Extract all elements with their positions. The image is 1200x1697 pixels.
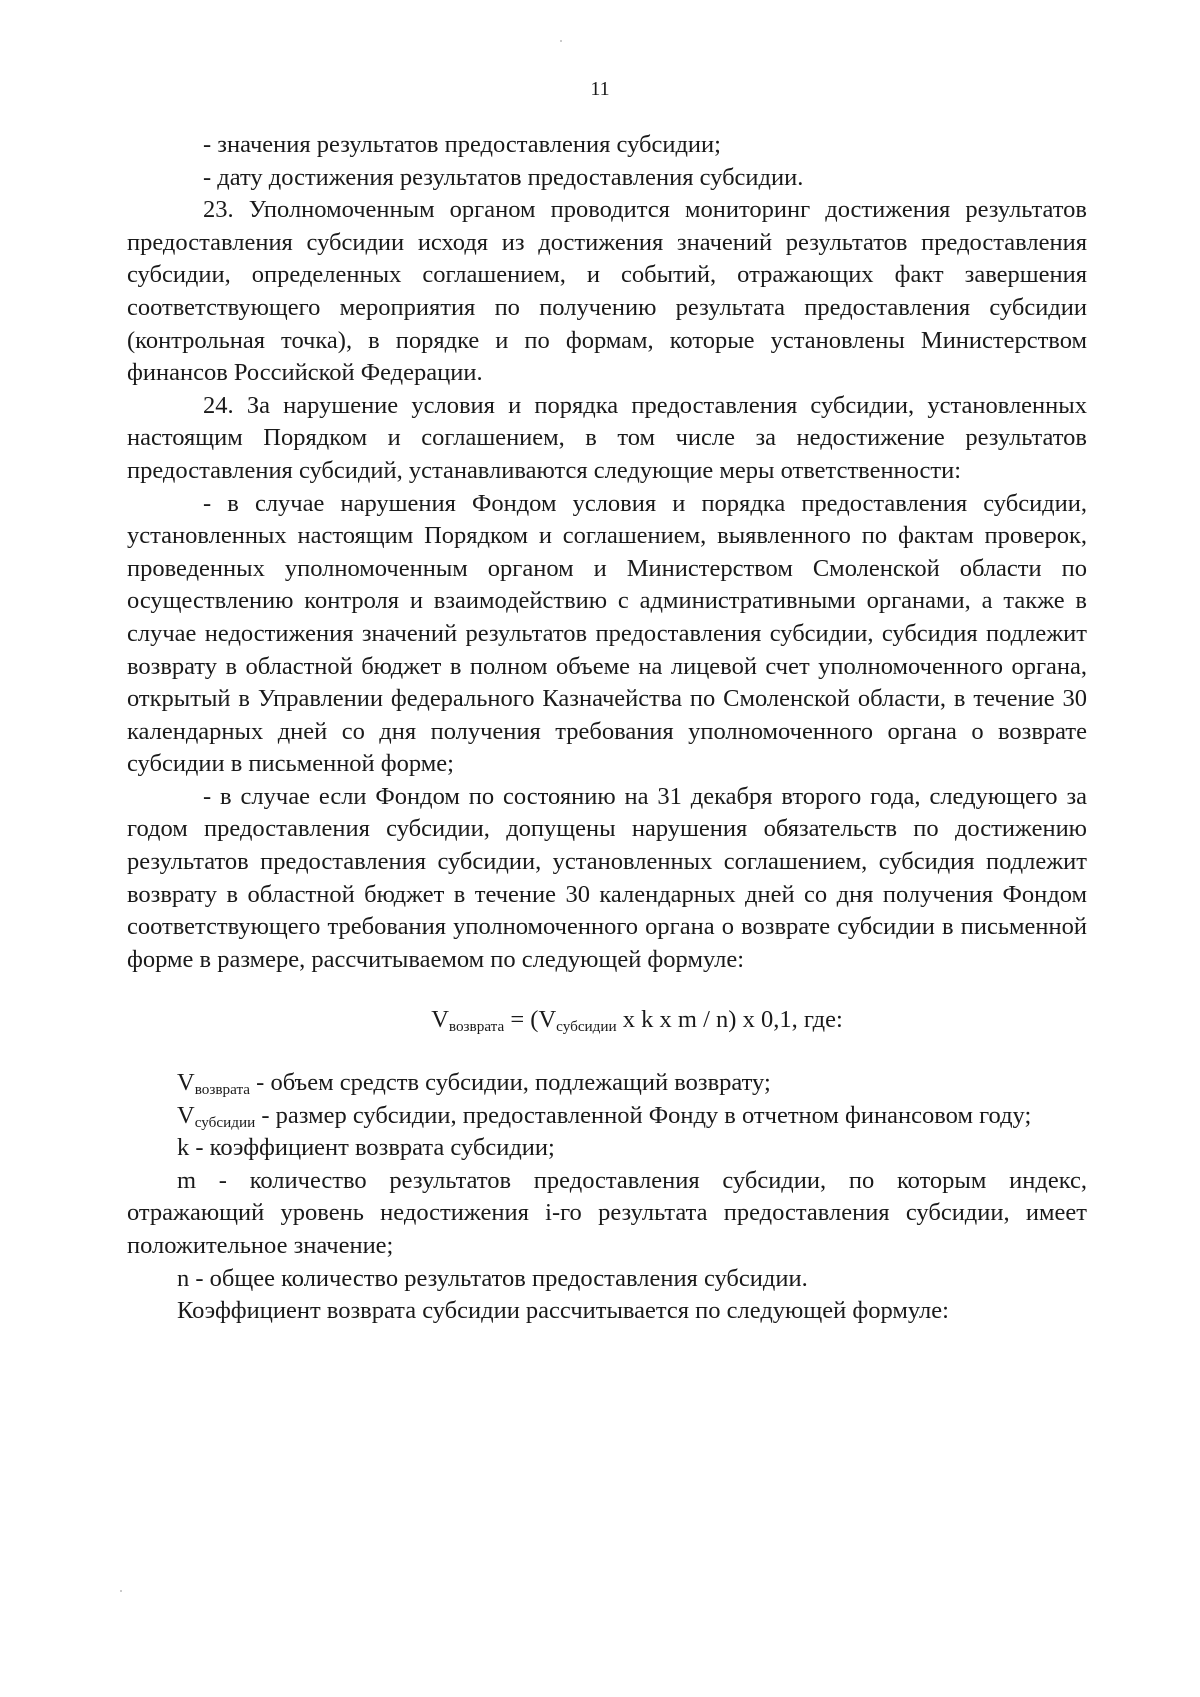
formula-rest: x k x m / n) x 0,1, где: bbox=[616, 1006, 843, 1034]
def-v: V bbox=[177, 1101, 195, 1129]
definition-k: k - коэффициент возврата субсидии; bbox=[177, 1134, 555, 1162]
paragraph-results-values: - значения результатов предоставления субсидии; bbox=[203, 131, 721, 158]
return-formula bbox=[127, 1004, 1087, 1037]
def-text: - объем средств субсидии, подлежащий возврату; bbox=[250, 1069, 771, 1097]
body-text bbox=[127, 129, 1087, 1328]
formula-sub-subsidy: субсидии bbox=[556, 1018, 617, 1036]
definition-v-return bbox=[127, 1067, 1087, 1100]
scan-speck bbox=[120, 1590, 122, 1592]
paragraph-results-date: - дату достижения результатов предоставления субсидии. bbox=[203, 163, 804, 191]
def-v: V bbox=[177, 1069, 195, 1097]
page-number: 11 bbox=[590, 78, 610, 100]
paragraph-violation-case: - в случае нарушения Фондом условия и порядка предоставления субсидии, установленных настоящим Порядком и соглашением, выявленного по фактам проверок, проведенных уполномоченным органом и Министерством Смоленской области по осуществлению контроля и взаимодействию с административными органами, а также в случае недостижения значений результатов предоставления субсидии, субсидия подлежит возврату в областной бюджет в полном объеме на лицевой счет уполномоченного органа, открытый в Управлении федерального Казначейства по Смоленской области, в течение 30 календарных дней со дня получения требования уполномоченного органа о возврате субсидии в письменной форме; bbox=[127, 489, 1087, 778]
definition-m: m - количество результатов предоставления субсидии, по которым индекс, отражающий уровень недостижения i-го результата предоставления субсидии, имеет положительное значение; bbox=[127, 1166, 1087, 1259]
definition-v-subsidy bbox=[127, 1100, 1087, 1133]
scan-speck bbox=[560, 40, 562, 42]
paragraph-coefficient-formula-intro: Коэффициент возврата субсидии рассчитывается по следующей формуле: bbox=[177, 1297, 949, 1325]
formula-v: V bbox=[431, 1006, 449, 1034]
definition-n: n - общее количество результатов предоставления субсидии. bbox=[177, 1264, 808, 1292]
paragraph-24-liability: 24. За нарушение условия и порядка предоставления субсидии, установленных настоящим Порядком и соглашением, в том числе за недостижение результатов предоставления субсидий, устанавливаются следующие меры ответственности: bbox=[127, 391, 1087, 484]
formula-eq: = (V bbox=[504, 1006, 557, 1034]
formula-sub-return: возврата bbox=[448, 1018, 505, 1036]
def-sub: возврата bbox=[194, 1080, 251, 1098]
paragraph-obligations-case: - в случае если Фондом по состоянию на 31 декабря второго года, следующего за годом предоставления субсидии, допущены нарушения обязательств по достижению результатов предоставления субсидии, установленных соглашением, субсидия подлежит возврату в областной бюджет в течение 30 календарных дней со дня получения Фондом соответствующего требования уполномоченного органа о возврате субсидии в письменной форме в размере, рассчитываемом по следующей формуле: bbox=[127, 782, 1087, 973]
def-text: - размер субсидии, предоставленной Фонду в отчетном финансовом году; bbox=[255, 1101, 1032, 1129]
def-sub: субсидии bbox=[194, 1113, 256, 1131]
paragraph-23-monitoring: 23. Уполномоченным органом проводится мониторинг достижения результатов предоставления субсидии исходя из достижения значений результатов предоставления субсидии, определенных соглашением, и событий, отражающих факт завершения соответствующего мероприятия по получению результата предоставления субсидии (контрольная точка), в порядке и по формам, которые установлены Министерством финансов Российской Федерации. bbox=[127, 196, 1087, 387]
